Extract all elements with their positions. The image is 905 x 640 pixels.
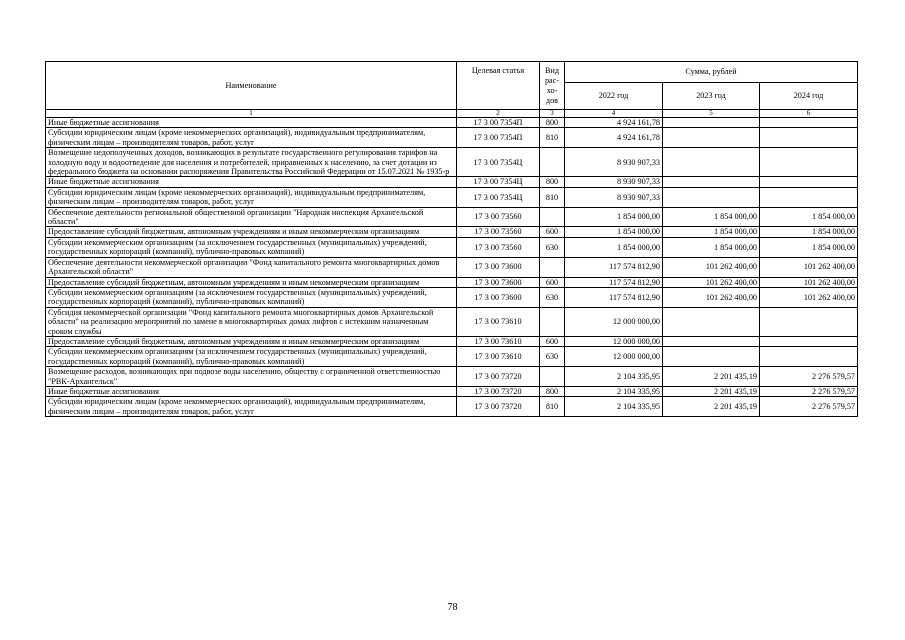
cell-amount-2022: 8 930 907,33 (565, 148, 663, 177)
column-number: 4 (565, 110, 663, 118)
cell-expense-type: 800 (540, 177, 565, 187)
cell-amount-2023: 101 262 400,00 (663, 287, 760, 307)
table-row (46, 227, 858, 237)
cell-name: Субсидии юридическим лицам (кроме некоммерческих организаций), индивидуальным предпринимателям, физическим лицам – производителям товаров, работ, услуг (46, 187, 457, 207)
table-row (46, 257, 858, 277)
cell-amount-2022: 117 574 812,90 (565, 287, 663, 307)
cell-amount-2023 (663, 148, 760, 177)
cell-expense-type: 600 (540, 227, 565, 237)
cell-name: Субсидии некоммерческим организациям (за исключением государственных (муниципальных) учреждений, государственных корпораций (компаний), публично-правовых компаний) (46, 287, 457, 307)
cell-amount-2022: 12 000 000,00 (565, 336, 663, 346)
cell-expense-type: 630 (540, 287, 565, 307)
column-number-row (46, 110, 858, 118)
cell-amount-2024 (760, 307, 858, 336)
column-number: 3 (540, 110, 565, 118)
table-row (46, 187, 858, 207)
cell-amount-2024 (760, 128, 858, 148)
cell-target-article: 17 3 00 73600 (457, 257, 540, 277)
cell-amount-2024 (760, 177, 858, 187)
header-expense-type (540, 62, 565, 110)
cell-amount-2022: 2 104 335,95 (565, 397, 663, 417)
cell-name: Субсидии юридическим лицам (кроме некоммерческих организаций), индивидуальным предпринимателям, физическим лицам – производителям товаров, работ, услуг (46, 397, 457, 417)
header-sum: Сумма, рублей (565, 62, 858, 83)
cell-target-article: 17 3 00 73720 (457, 397, 540, 417)
cell-target-article: 17 3 00 7354Ц (457, 148, 540, 177)
cell-amount-2024 (760, 118, 858, 128)
cell-amount-2024: 101 262 400,00 (760, 277, 858, 287)
cell-target-article: 17 3 00 7354Ц (457, 177, 540, 187)
cell-amount-2023: 2 201 435,19 (663, 386, 760, 396)
cell-amount-2022: 4 924 161,78 (565, 118, 663, 128)
budget-table (45, 61, 858, 417)
cell-amount-2024: 2 276 579,57 (760, 397, 858, 417)
cell-amount-2024: 2 276 579,57 (760, 386, 858, 396)
cell-expense-type: 600 (540, 277, 565, 287)
column-number: 5 (663, 110, 760, 118)
cell-target-article: 17 3 00 73610 (457, 307, 540, 336)
cell-expense-type (540, 148, 565, 177)
header-year-2022: 2022 год (565, 83, 663, 110)
table-row (46, 386, 858, 396)
cell-amount-2024 (760, 336, 858, 346)
column-number: 2 (457, 110, 540, 118)
table-header (46, 62, 858, 118)
header-expense-type-line: Вид (544, 65, 559, 75)
table-row (46, 177, 858, 187)
cell-amount-2022: 1 854 000,00 (565, 207, 663, 227)
table-row (46, 307, 858, 336)
cell-target-article: 17 3 00 73720 (457, 367, 540, 387)
cell-expense-type: 810 (540, 128, 565, 148)
cell-amount-2022: 117 574 812,90 (565, 257, 663, 277)
cell-amount-2023 (663, 177, 760, 187)
table-row (46, 118, 858, 128)
cell-amount-2023 (663, 128, 760, 148)
cell-amount-2023: 2 201 435,19 (663, 397, 760, 417)
cell-amount-2024: 101 262 400,00 (760, 287, 858, 307)
header-year-2024: 2024 год (760, 83, 858, 110)
cell-amount-2024: 1 854 000,00 (760, 207, 858, 227)
cell-name: Возмещение расходов, возникающих при подвозе воды населению, обществу с ограниченной ответственностью "РВК-Архангельск" (46, 367, 457, 387)
cell-target-article: 17 3 00 73560 (457, 237, 540, 257)
table-row (46, 128, 858, 148)
header-target-article: Целевая статья (457, 62, 540, 110)
cell-amount-2023 (663, 347, 760, 367)
cell-target-article: 17 3 00 7354Ц (457, 187, 540, 207)
cell-name: Иные бюджетные ассигнования (46, 177, 457, 187)
cell-expense-type: 810 (540, 187, 565, 207)
cell-name: Субсидии юридическим лицам (кроме некоммерческих организаций), индивидуальным предпринимателям, физическим лицам – производителям товаров, работ, услуг (46, 128, 457, 148)
cell-expense-type: 630 (540, 347, 565, 367)
cell-amount-2022: 8 930 907,33 (565, 177, 663, 187)
table-row (46, 367, 858, 387)
table-row (46, 277, 858, 287)
cell-amount-2024: 1 854 000,00 (760, 227, 858, 237)
cell-amount-2023: 2 201 435,19 (663, 367, 760, 387)
cell-target-article: 17 3 00 7354П (457, 128, 540, 148)
cell-amount-2023: 1 854 000,00 (663, 237, 760, 257)
cell-amount-2023 (663, 307, 760, 336)
header-expense-type-line: дов (545, 95, 559, 105)
cell-amount-2023 (663, 336, 760, 346)
cell-amount-2022: 117 574 812,90 (565, 277, 663, 287)
cell-name: Предоставление субсидий бюджетным, автономным учреждениям и иным некоммерческим организациям (46, 336, 457, 346)
header-name: Наименование (46, 62, 457, 110)
cell-expense-type (540, 257, 565, 277)
cell-expense-type (540, 367, 565, 387)
cell-name: Иные бюджетные ассигнования (46, 386, 457, 396)
header-year-2023: 2023 год (663, 83, 760, 110)
cell-name: Субсидии некоммерческим организациям (за исключением государственных (муниципальных) учреждений, государственных корпораций (компаний), публично-правовых компаний) (46, 347, 457, 367)
cell-name: Субсидии некоммерческим организациям (за исключением государственных (муниципальных) учреждений, государственных корпораций (компаний), публично-правовых компаний) (46, 237, 457, 257)
cell-amount-2024: 2 276 579,57 (760, 367, 858, 387)
cell-amount-2023 (663, 118, 760, 128)
cell-amount-2022: 1 854 000,00 (565, 237, 663, 257)
header-expense-type-line: рас- (544, 75, 560, 85)
table-row (46, 207, 858, 227)
cell-target-article: 17 3 00 73560 (457, 227, 540, 237)
cell-name: Возмещение недополученных доходов, возникающих в результате государственного регулирования тарифов на холодную воду и водоотведение для населения и потребителей, приравненных к населению, за счет дотации из федерального бюджета на основании распоряжения Правительства Российской Федерации от 15.07.2021 № 1935-р (46, 148, 457, 177)
table-row (46, 336, 858, 346)
header-expense-type-line: хо- (546, 85, 558, 95)
cell-target-article: 17 3 00 73600 (457, 287, 540, 307)
cell-expense-type (540, 207, 565, 227)
column-number: 1 (46, 110, 457, 118)
cell-amount-2022: 2 104 335,95 (565, 386, 663, 396)
column-number: 6 (760, 110, 858, 118)
cell-name: Субсидия некоммерческой организации "Фонд капитального ремонта многоквартирных домов Архангельской области" на реализацию мероприятий по замене в многоквартирных домах лифтов с истекшим назначенным сроком службы (46, 307, 457, 336)
cell-amount-2022: 1 854 000,00 (565, 227, 663, 237)
page-number: 78 (447, 602, 458, 613)
table-row (46, 148, 858, 177)
cell-expense-type: 600 (540, 336, 565, 346)
cell-amount-2023: 1 854 000,00 (663, 207, 760, 227)
cell-amount-2022: 2 104 335,95 (565, 367, 663, 387)
cell-amount-2023: 101 262 400,00 (663, 277, 760, 287)
cell-target-article: 17 3 00 7354П (457, 118, 540, 128)
cell-name: Иные бюджетные ассигнования (46, 118, 457, 128)
cell-amount-2024: 1 854 000,00 (760, 237, 858, 257)
cell-expense-type: 810 (540, 397, 565, 417)
cell-expense-type: 800 (540, 386, 565, 396)
cell-target-article: 17 3 00 73720 (457, 386, 540, 396)
cell-amount-2022: 12 000 000,00 (565, 347, 663, 367)
cell-target-article: 17 3 00 73610 (457, 347, 540, 367)
table-body (46, 118, 858, 417)
table-row (46, 397, 858, 417)
cell-amount-2022: 12 000 000,00 (565, 307, 663, 336)
cell-name: Обеспечение деятельности региональной общественной организации "Народная инспекция Архангельской области" (46, 207, 457, 227)
table-row (46, 237, 858, 257)
cell-amount-2023: 1 854 000,00 (663, 227, 760, 237)
cell-amount-2024: 101 262 400,00 (760, 257, 858, 277)
cell-amount-2023: 101 262 400,00 (663, 257, 760, 277)
cell-expense-type: 630 (540, 237, 565, 257)
table-row (46, 287, 858, 307)
cell-target-article: 17 3 00 73560 (457, 207, 540, 227)
cell-name: Предоставление субсидий бюджетным, автономным учреждениям и иным некоммерческим организациям (46, 227, 457, 237)
cell-amount-2022: 8 930 907,33 (565, 187, 663, 207)
cell-amount-2024 (760, 347, 858, 367)
cell-expense-type (540, 307, 565, 336)
cell-name: Предоставление субсидий бюджетным, автономным учреждениям и иным некоммерческим организациям (46, 277, 457, 287)
cell-amount-2023 (663, 187, 760, 207)
cell-expense-type: 800 (540, 118, 565, 128)
cell-amount-2022: 4 924 161,78 (565, 128, 663, 148)
cell-name: Обеспечение деятельности некоммерческой организации "Фонд капитального ремонта многоквартирных домов Архангельской области" (46, 257, 457, 277)
table-row (46, 347, 858, 367)
cell-amount-2024 (760, 187, 858, 207)
cell-target-article: 17 3 00 73600 (457, 277, 540, 287)
cell-target-article: 17 3 00 73610 (457, 336, 540, 346)
cell-amount-2024 (760, 148, 858, 177)
